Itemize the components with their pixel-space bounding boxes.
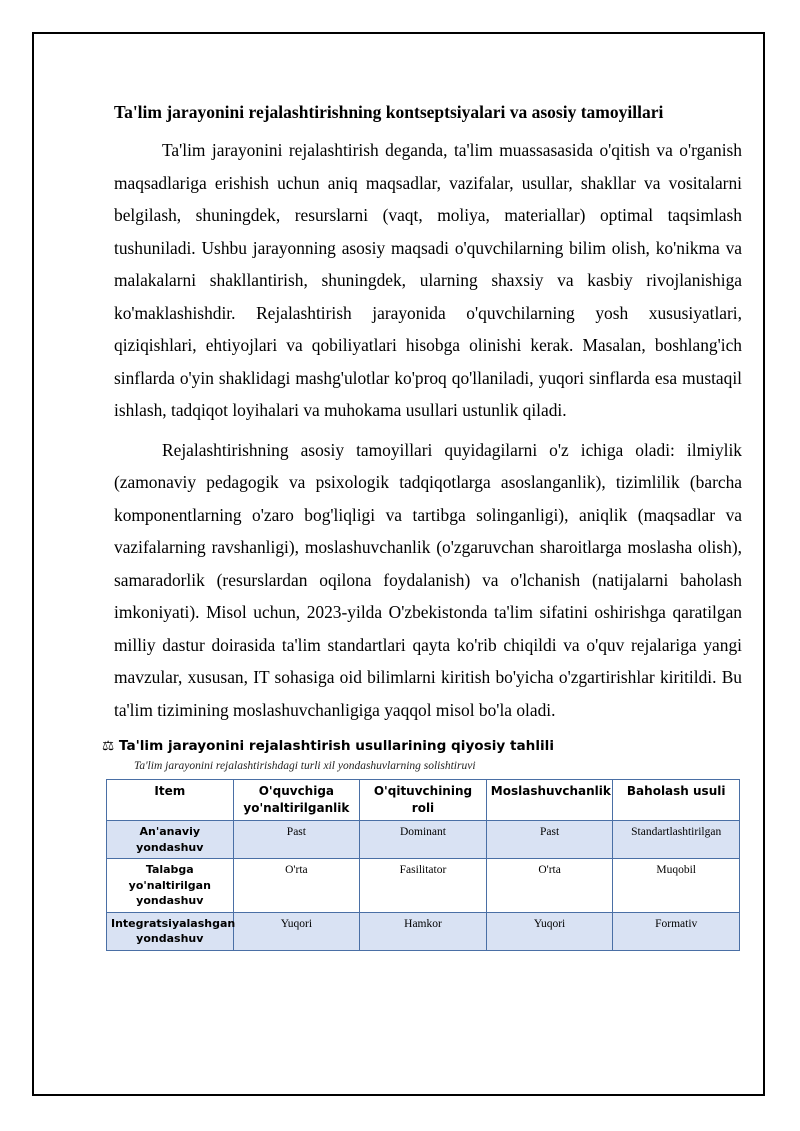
table-cell: O'rta	[486, 859, 613, 913]
table-row	[107, 912, 740, 950]
header-flexibility: Moslashuvchanlik	[486, 780, 613, 821]
table-cell: Standartlashtirilgan	[613, 821, 740, 859]
document-body	[102, 100, 742, 951]
table-cell: O'rta	[233, 859, 360, 913]
table-cell: Fasilitator	[360, 859, 487, 913]
row-label: Integratsiyalashgan yondashuv	[107, 912, 234, 950]
section-heading: Ta'lim jarayonini rejalashtirishning kontseptsiyalari va asosiy tamoyillari	[114, 102, 664, 122]
table-cell: Yuqori	[233, 912, 360, 950]
table-title	[102, 736, 742, 756]
row-label: Talabga yo'naltirilgan yondashuv	[107, 859, 234, 913]
row-label: An'anaviy yondashuv	[107, 821, 234, 859]
table-title-text: Ta'lim jarayonini rejalashtirish usullarining qiyosiy tahlili	[118, 738, 554, 754]
comparison-table	[106, 779, 740, 951]
header-student-orientation: O'quvchiga yo'naltirilganlik	[233, 780, 360, 821]
table-row	[107, 859, 740, 913]
table-header-row	[107, 780, 740, 821]
table-cell: Yuqori	[486, 912, 613, 950]
table-cell: Dominant	[360, 821, 487, 859]
table-cell: Hamkor	[360, 912, 487, 950]
table-cell: Muqobil	[613, 859, 740, 913]
paragraph-2: Rejalashtirishning asosiy tamoyillari quyidagilarni o'z ichiga oladi: ilmiylik (zamonaviy pedagogik va psixologik tadqiqotlarga asoslanganlik), tizimlilik (barcha komponentlarning o'zaro bog'liqligi va tartibga solinganligi), aniqlik (maqsadlar va vazifalarning ravshanligi), moslashuvchanlik (o'zgaruvchan sharoitlarga moslasha olish), samaradorlik (resurslardan oqilona foydalanish) va o'lchanish (natijalarni baholash imkoniyati). Misol uchun, 2023-yilda O'zbekistonda ta'lim sifatini oshirishga qaratilgan milliy dastur doirasida ta'lim standartlari qayta ko'rib chiqildi va o'quv rejalariga yangi mavzular, xususan, IT sohasiga oid bilimlarni kiritish bo'yicha o'zgartirishlar kiritildi. Bu ta'lim tizimining moslashuvchanligiga yaqqol misol bo'la oladi.	[114, 439, 742, 720]
scales-icon: ⚖	[102, 738, 115, 754]
header-item: Item	[107, 780, 234, 821]
header-assessment: Baholash usuli	[613, 780, 740, 821]
table-cell: Formativ	[613, 912, 740, 950]
table-cell: Past	[486, 821, 613, 859]
paragraph-1: Ta'lim jarayonini rejalashtirish deganda, ta'lim muassasasida o'qitish va o'rganish maqsadlariga erishish uchun aniq maqsadlar, vazifalar, usullar, shakllar va vositalarni belgilash, shuningdek, resurslarni (vaqt, moliya, materiallar) optimal taqsimlash tushuniladi. Ushbu jarayonning asosiy maqsadi o'quvchilarning bilim olish, ko'nikma va malakalarni shakllantirish, shuningdek, ularning shaxsiy va kasbiy rivojlanishiga ko'maklashishdir. Rejalashtirish jarayonida o'quvchilarning yosh xususiyatlari, qiziqishlari, ehtiyojlari va qobiliyatlari hisobga olinishi kerak. Masalan, boshlang'ich sinflarda o'yin shaklidagi mashg'ulotlar ko'proq qo'llaniladi, yuqori sinflarda esa mustaqil ishlash, tadqiqot loyihalari va muhokama usullari ustunlik qiladi.	[114, 140, 742, 420]
table-cell: Past	[233, 821, 360, 859]
header-teacher-role: O'qituvchining roli	[360, 780, 487, 821]
table-caption: Ta'lim jarayonini rejalashtirishdagi turli xil yondashuvlarning solishtiruvi	[134, 760, 476, 772]
table-row	[107, 821, 740, 859]
